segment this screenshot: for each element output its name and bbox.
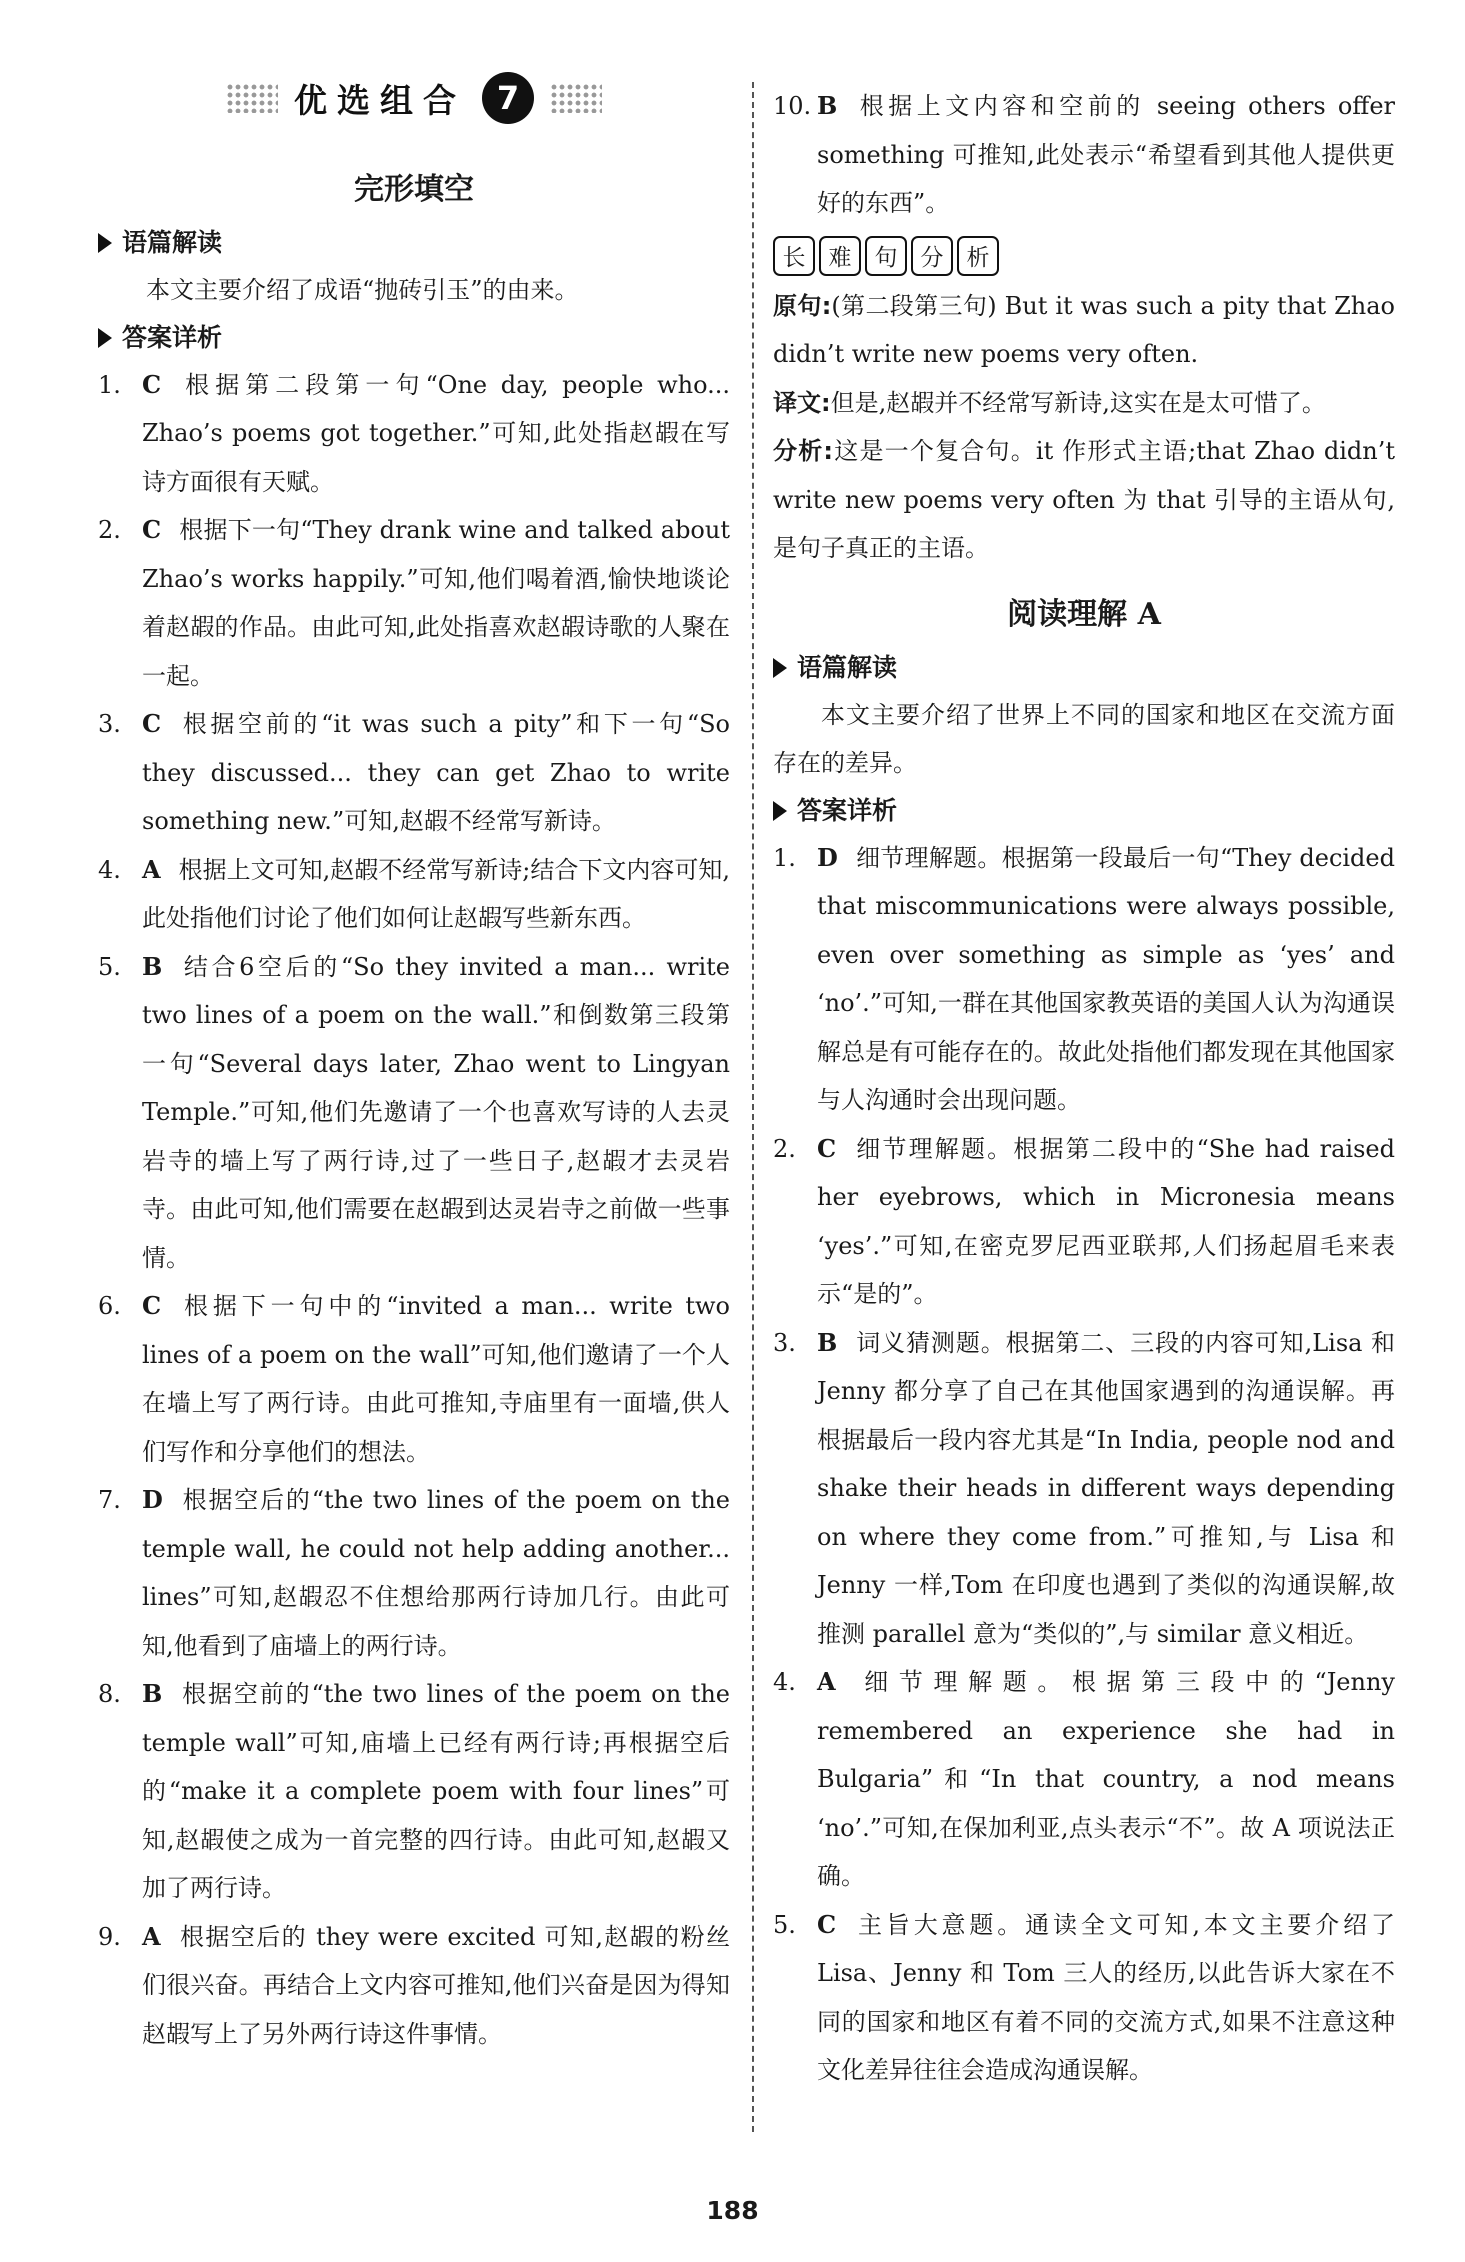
tag-char: 长: [773, 236, 815, 276]
tag-char: 句: [865, 236, 907, 276]
subheading-answers: 答案详析: [773, 788, 1395, 834]
tag-char: 析: [957, 236, 999, 276]
answer-item: 3. C 根据空前的“it was such a pity”和下一句“So they discussed... they can get Zhao to write something new.”可知,赵嘏不经常写新诗。: [98, 709, 730, 835]
subheading-reading: 语篇解读: [98, 220, 730, 266]
section-title-cloze: 完形填空: [354, 172, 474, 207]
answer-item: 2. C 细节理解题。根据第二段中的“She had raised her eyebrows, which in Micronesia means ‘yes’.”可知,在密克罗尼西亚联邦,人们扬起眉毛来表示“是的”。: [773, 1133, 1395, 1308]
original-sentence: 原句:(第二段第三句) But it was such a pity that Zhao didn’t write new poems very often.: [773, 291, 1395, 368]
subheading-reading: 语篇解读: [773, 645, 1395, 691]
long-sentence-analysis-tags: [773, 236, 1395, 276]
triangle-icon: [773, 658, 787, 678]
triangle-icon: [98, 328, 112, 348]
analysis: 分析:这是一个复合句。it 作形式主语;that Zhao didn’t write new poems very often 为 that 引导的主语从句,是句子真正的主语。: [773, 437, 1395, 562]
answer-item: 3. B 词义猜测题。根据第二、三段的内容可知,Lisa 和 Jenny 都分享了自己在其他国家遇到的沟通误解。再根据最后一段内容尤其是“In India, people nod and shake their heads in different ways depending on where they come from.”可推知,与 Lisa 和 Jenny 一样,Tom 在印度也遇到了类似的沟通误解,故推测 parallel 意为“类似的”,与 similar 意义相近。: [773, 1327, 1395, 1648]
answer-item: 9. A 根据空后的 they were excited 可知,赵嘏的粉丝们很兴奋。再结合上文内容可推知,他们兴奋是因为得知赵嘏写上了另外两行诗这件事情。: [98, 1921, 730, 2048]
dots-decoration-left: [226, 83, 278, 113]
triangle-icon: [98, 233, 112, 253]
answer-item: 8. B 根据空前的“the two lines of the poem on the temple wall”可知,庙墙上已经有两行诗;再根据空后的“make it a complete poem with four lines”可知,赵嘏使之成为一首完整的四行诗。由此可知,赵嘏又加了两行诗。: [98, 1679, 730, 1902]
answer-item: 1. C 根据第二段第一句“One day, people who... Zhao’s poems got together.”可知,此处指赵嘏在写诗方面很有天赋。: [98, 369, 730, 496]
page-number: 188: [706, 2196, 759, 2225]
answer-item: 10. B 根据上文内容和空前的 seeing others offer something 可推知,此处表示“希望看到其他人提供更好的东西”。: [773, 91, 1395, 217]
answer-item: 4. A 细节理解题。根据第三段中的“Jenny remembered an experience she had in Bulgaria”和“In that country, a nod means ‘no’.”可知,在保加利亚,点头表示“不”。故 A 项说法正确。: [773, 1667, 1395, 1890]
section-banner: [98, 70, 730, 126]
right-column: [773, 82, 1395, 2095]
subheading-answers: 答案详析: [98, 315, 730, 361]
answer-item: 4. A 根据上文可知,赵嘏不经常写新诗;结合下文内容可知,此处指他们讨论了他们如何让赵嘏写些新东西。: [98, 854, 730, 932]
banner-badge: 7: [482, 72, 534, 124]
answer-item: 7. D 根据空后的“the two lines of the poem on the temple wall, he could not help adding another... lines”可知,赵嘏忍不住想给那两行诗加几行。由此可知,他看到了庙墙上的两行诗。: [98, 1485, 730, 1660]
banner-title: 优选组合: [294, 80, 466, 120]
reading-summary: 本文主要介绍了成语“抛砖引玉”的由来。: [146, 276, 579, 304]
answer-item: 6. C 根据下一句中的“invited a man... write two lines of a poem on the wall”可知,他们邀请了一个人在墙上写了两行诗。由此可推知,寺庙里有一面墙,供人们写作和分享他们的想法。: [98, 1291, 730, 1466]
tag-char: 难: [819, 236, 861, 276]
left-column: [98, 70, 730, 2058]
answer-item: 5. B 结合6空后的“So they invited a man... write two lines of a poem on the wall.”和倒数第三段第一句“Several days later, Zhao went to Lingyan Temple.”可知,他们先邀请了一个也喜欢写诗的人去灵岩寺的墙上写了两行诗,过了一些日子,赵嘏才去灵岩寺。由此可知,他们需要在赵嘏到达灵岩寺之前做一些事情。: [98, 951, 730, 1272]
column-divider: [752, 82, 754, 2132]
answer-item: 2. C 根据下一句“They drank wine and talked about Zhao’s works happily.”可知,他们喝着酒,愉快地谈论着赵嘏的作品。由此可知,此处指喜欢赵嘏诗歌的人聚在一起。: [98, 515, 730, 690]
answer-item: 1. D 细节理解题。根据第一段最后一句“They decided that miscommunications were always possible, even over something as simple as ‘yes’ and ‘no’.”可知,一群在其他国家教英语的美国人认为沟通误解总是有可能存在的。故此处指他们都发现在其他国家与人沟通时会出现问题。: [773, 842, 1395, 1114]
dots-decoration-right: [550, 83, 602, 113]
triangle-icon: [773, 801, 787, 821]
section-title-reading-a: 阅读理解 A: [1007, 596, 1161, 632]
translation: 译文:但是,赵嘏并不经常写新诗,这实在是太可惜了。: [773, 388, 1326, 417]
reading-summary: 本文主要介绍了世界上不同的国家和地区在交流方面存在的差异。: [773, 700, 1395, 777]
answer-item: 5. C 主旨大意题。通读全文可知,本文主要介绍了 Lisa、Jenny 和 Tom 三人的经历,以此告诉大家在不同的国家和地区有着不同的交流方式,如果不注意这种文化差异往往会造成沟通误解。: [773, 1909, 1395, 2084]
tag-char: 分: [911, 236, 953, 276]
